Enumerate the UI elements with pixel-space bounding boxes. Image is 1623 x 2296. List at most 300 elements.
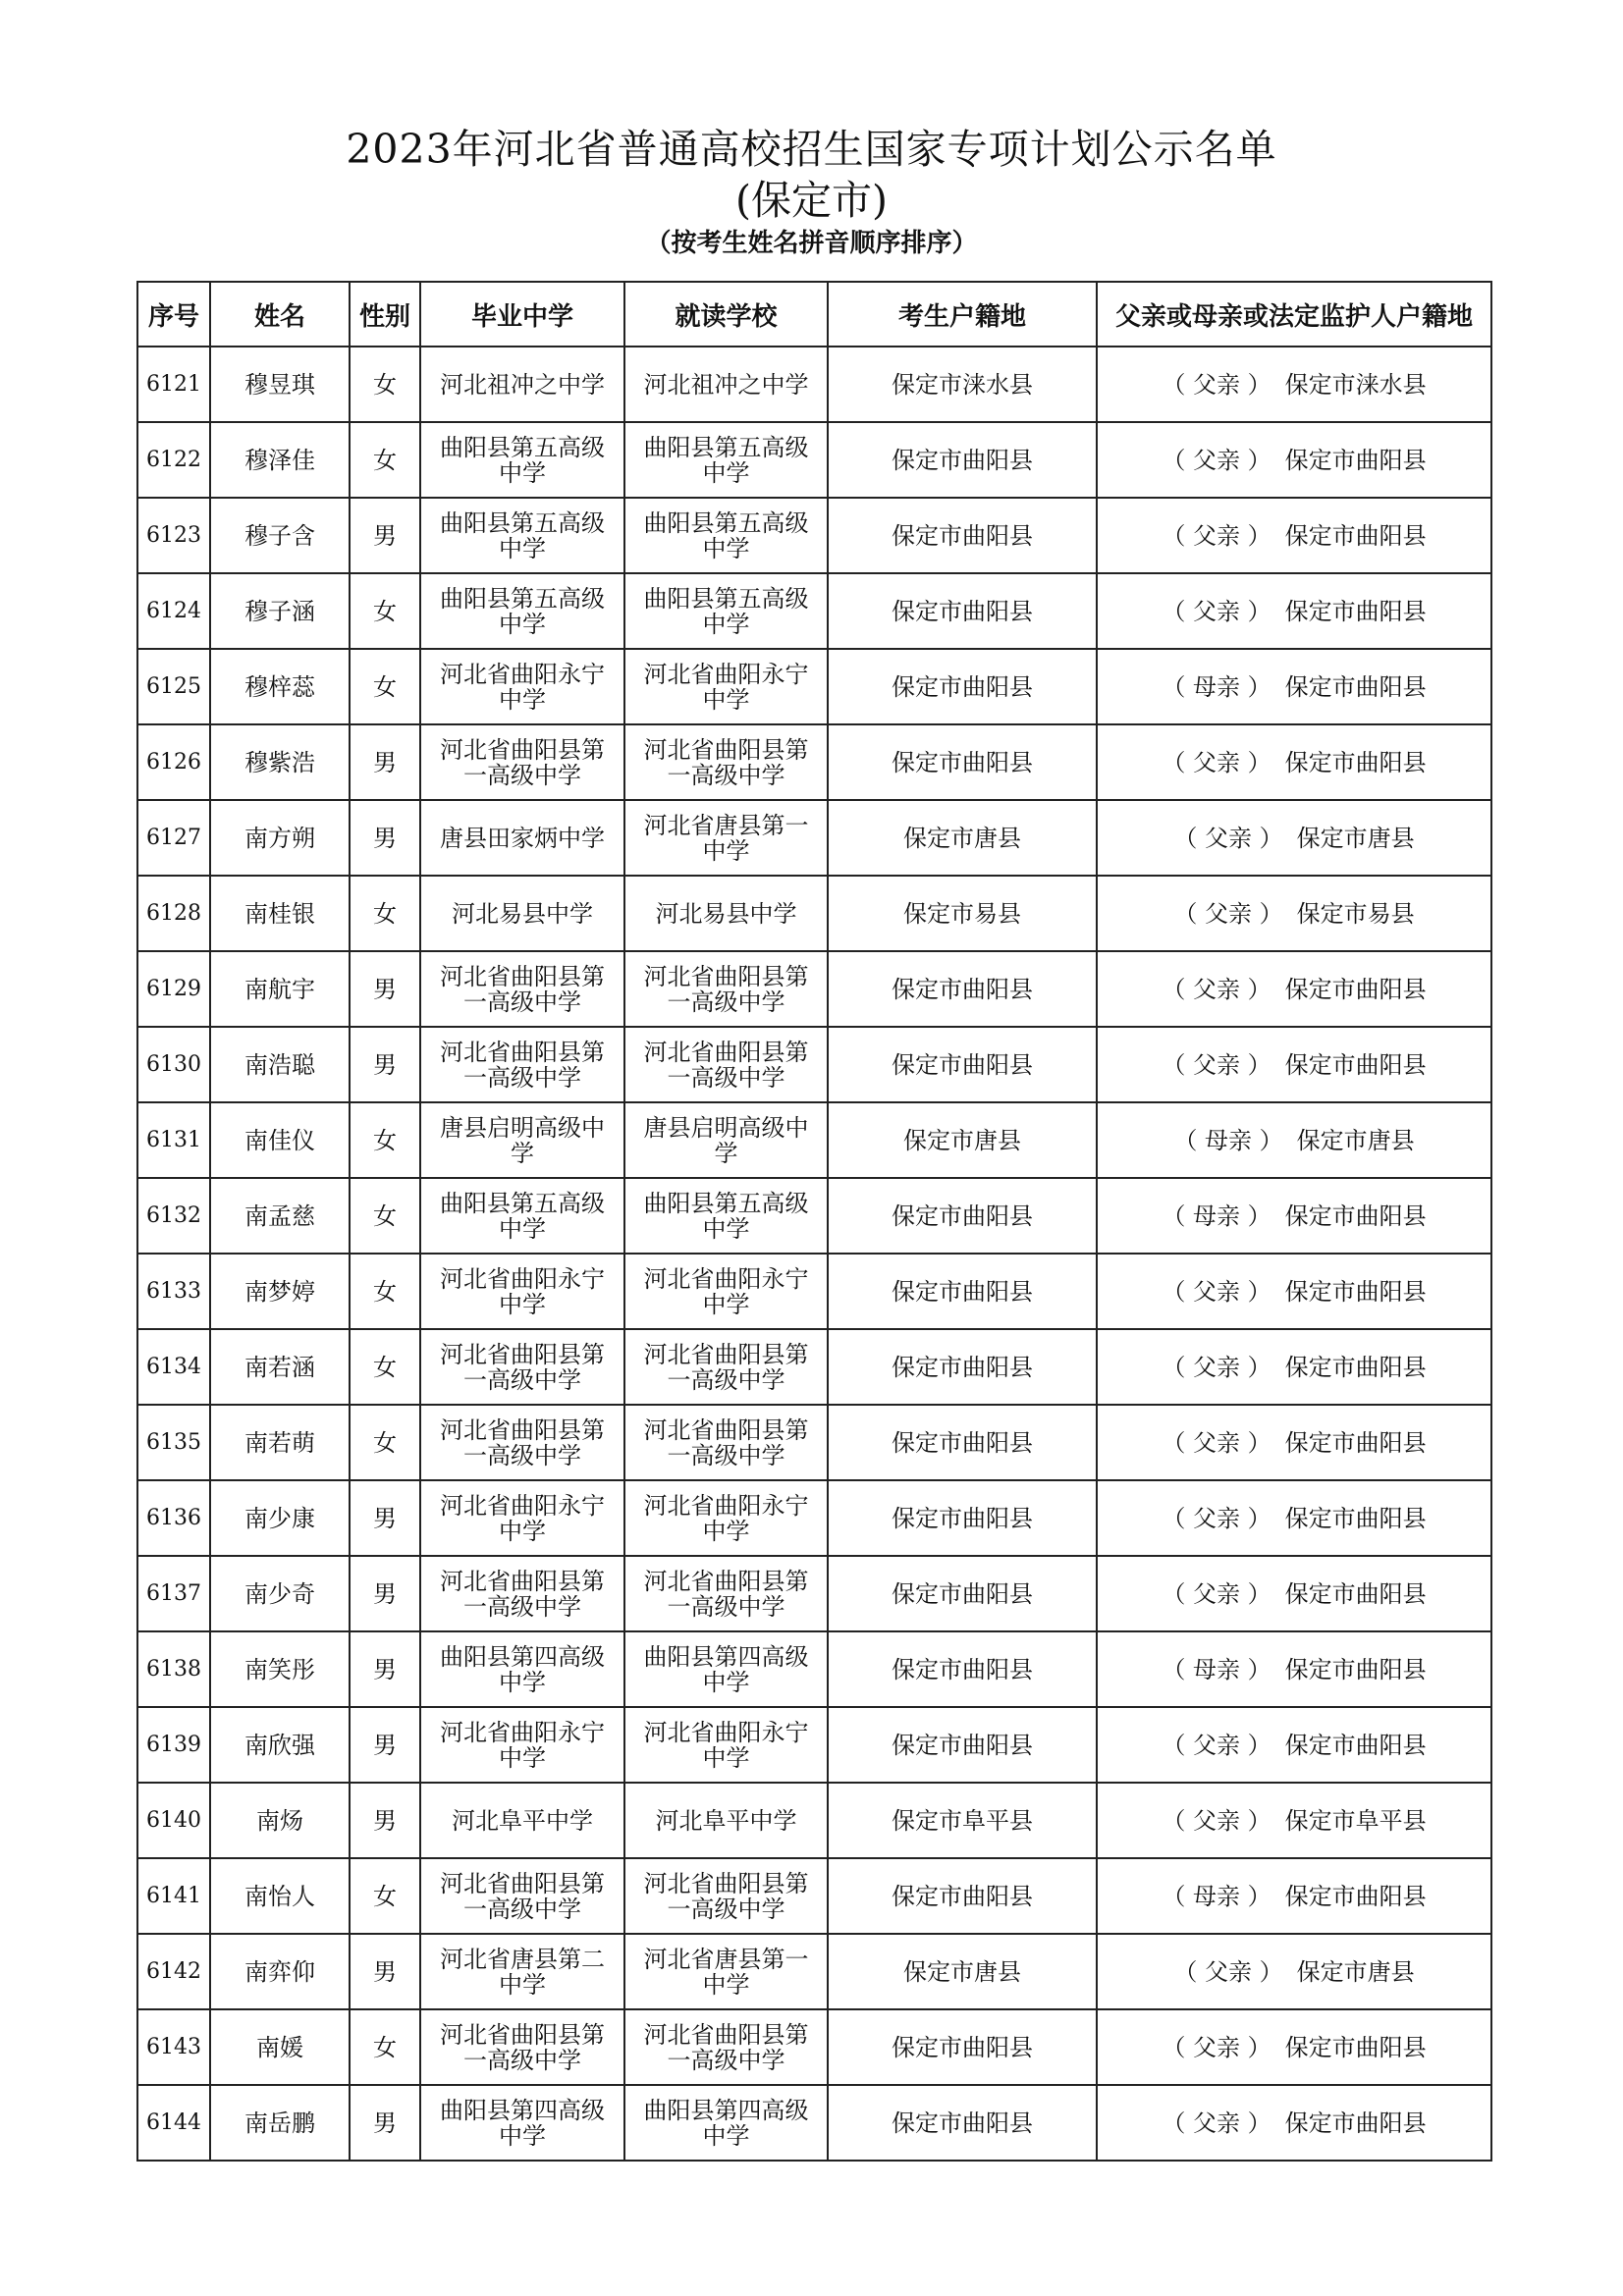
cell-parent-household (1097, 800, 1491, 876)
table-row (137, 649, 1491, 724)
parent-relation: （ 母亲 ） (1162, 1655, 1271, 1683)
cell-current-school (624, 951, 828, 1027)
parent-household: 保定市曲阳县 (1284, 1655, 1427, 1683)
cell-gender: 女 (350, 1329, 420, 1405)
table-row (137, 1405, 1491, 1480)
cell-graduation-school-text: 河北省曲阳永宁中学 (440, 1264, 605, 1318)
parent-relation: （ 母亲 ） (1162, 1201, 1271, 1230)
cell-seq: 6133 (137, 1254, 210, 1329)
parent-relation: （ 父亲 ） (1162, 1806, 1271, 1835)
cell-seq: 6126 (137, 724, 210, 800)
cell-gender: 男 (350, 724, 420, 800)
cell-graduation-school (420, 498, 624, 573)
cell-student-household: 保定市曲阳县 (828, 498, 1097, 573)
table-row (137, 951, 1491, 1027)
cell-gender: 男 (350, 1934, 420, 2009)
cell-seq: 6127 (137, 800, 210, 876)
header-graduation-school: 毕业中学 (420, 282, 624, 347)
cell-current-school (624, 1480, 828, 1556)
cell-current-school (624, 1329, 828, 1405)
cell-graduation-school-text: 河北省曲阳县第一高级中学 (440, 1038, 605, 1092)
cell-parent-household (1097, 876, 1491, 951)
parent-household: 保定市曲阳县 (1284, 2109, 1427, 2137)
cell-name: 南少康 (210, 1480, 350, 1556)
cell-seq: 6124 (137, 573, 210, 649)
parent-relation: （ 父亲 ） (1162, 1428, 1271, 1457)
cell-gender: 女 (350, 649, 420, 724)
cell-gender: 女 (350, 347, 420, 422)
cell-graduation-school (420, 1254, 624, 1329)
cell-current-school (624, 1556, 828, 1631)
cell-gender: 女 (350, 1254, 420, 1329)
cell-student-household: 保定市曲阳县 (828, 649, 1097, 724)
table-row (137, 422, 1491, 498)
cell-seq: 6139 (137, 1707, 210, 1783)
cell-student-household: 保定市曲阳县 (828, 724, 1097, 800)
cell-parent-household (1097, 1783, 1491, 1858)
cell-current-school (624, 1707, 828, 1783)
cell-parent-household (1097, 1178, 1491, 1254)
cell-student-household: 保定市曲阳县 (828, 2085, 1097, 2161)
cell-seq: 6143 (137, 2009, 210, 2085)
cell-graduation-school (420, 951, 624, 1027)
cell-name: 南浩聪 (210, 1027, 350, 1102)
parent-household: 保定市曲阳县 (1284, 748, 1427, 776)
parent-relation: （ 父亲 ） (1162, 1504, 1271, 1532)
table-row (137, 724, 1491, 800)
table-row (137, 1178, 1491, 1254)
cell-current-school (624, 1934, 828, 2009)
cell-seq: 6134 (137, 1329, 210, 1405)
cell-parent-household (1097, 1254, 1491, 1329)
cell-current-school-text: 唐县启明高级中学 (643, 1113, 809, 1167)
cell-current-school (624, 1027, 828, 1102)
cell-parent-household (1097, 1102, 1491, 1178)
cell-graduation-school (420, 1631, 624, 1707)
parent-household: 保定市曲阳县 (1284, 446, 1427, 474)
parent-relation: （ 母亲 ） (1162, 1882, 1271, 1910)
parent-household: 保定市曲阳县 (1284, 1353, 1427, 1381)
parent-household: 保定市唐县 (1296, 1957, 1415, 1986)
cell-seq: 6123 (137, 498, 210, 573)
cell-parent-household (1097, 1027, 1491, 1102)
cell-seq: 6128 (137, 876, 210, 951)
cell-name: 南怡人 (210, 1858, 350, 1934)
parent-relation: （ 父亲 ） (1162, 521, 1271, 550)
cell-parent-household (1097, 1934, 1491, 2009)
cell-graduation-school-text: 河北省曲阳县第一高级中学 (440, 1567, 605, 1621)
cell-graduation-school (420, 724, 624, 800)
cell-graduation-school (420, 1405, 624, 1480)
cell-current-school (624, 1102, 828, 1178)
cell-student-household: 保定市曲阳县 (828, 1254, 1097, 1329)
cell-student-household: 保定市曲阳县 (828, 1027, 1097, 1102)
cell-parent-household (1097, 649, 1491, 724)
cell-gender: 男 (350, 2085, 420, 2161)
cell-current-school-text: 河北省唐县第一中学 (643, 811, 809, 865)
cell-parent-household (1097, 422, 1491, 498)
cell-current-school (624, 800, 828, 876)
cell-parent-household (1097, 2085, 1491, 2161)
cell-current-school-text: 曲阳县第五高级中学 (643, 433, 809, 487)
cell-parent-household (1097, 573, 1491, 649)
cell-graduation-school-text: 河北省曲阳永宁中学 (440, 1491, 605, 1545)
cell-seq: 6136 (137, 1480, 210, 1556)
table-row (137, 1027, 1491, 1102)
cell-current-school (624, 2085, 828, 2161)
cell-current-school-text: 河北省曲阳县第一高级中学 (643, 1340, 809, 1394)
cell-graduation-school (420, 649, 624, 724)
cell-parent-household (1097, 1329, 1491, 1405)
cell-seq: 6135 (137, 1405, 210, 1480)
cell-graduation-school-text: 唐县启明高级中学 (440, 1113, 605, 1167)
cell-current-school (624, 347, 828, 422)
cell-current-school-text: 曲阳县第四高级中学 (643, 1642, 809, 1696)
cell-parent-household (1097, 724, 1491, 800)
cell-current-school-text: 河北省曲阳永宁中学 (643, 1491, 809, 1545)
cell-graduation-school-text: 河北省曲阳县第一高级中学 (440, 1340, 605, 1394)
cell-gender: 男 (350, 1480, 420, 1556)
cell-current-school (624, 1631, 828, 1707)
table-row (137, 498, 1491, 573)
cell-graduation-school (420, 800, 624, 876)
cell-gender: 男 (350, 498, 420, 573)
cell-current-school-text: 河北省唐县第一中学 (643, 1945, 809, 1999)
table-row (137, 347, 1491, 422)
parent-relation: （ 父亲 ） (1162, 1731, 1271, 1759)
cell-gender: 女 (350, 1405, 420, 1480)
cell-name: 南方朔 (210, 800, 350, 876)
cell-name: 南桂银 (210, 876, 350, 951)
parent-household: 保定市曲阳县 (1284, 1277, 1427, 1306)
cell-graduation-school-text: 河北省曲阳县第一高级中学 (440, 735, 605, 789)
document-title: 2023年河北省普通高校招生国家专项计划公示名单 (346, 126, 1277, 173)
cell-graduation-school (420, 2085, 624, 2161)
header-row (137, 282, 1491, 347)
parent-household: 保定市曲阳县 (1284, 1050, 1427, 1079)
table-row (137, 1556, 1491, 1631)
cell-graduation-school-text: 河北省唐县第二中学 (440, 1945, 605, 1999)
cell-name: 南孟慈 (210, 1178, 350, 1254)
parent-household: 保定市曲阳县 (1284, 1201, 1427, 1230)
cell-current-school (624, 649, 828, 724)
parent-relation: （ 父亲 ） (1162, 1277, 1271, 1306)
table-row (137, 1783, 1491, 1858)
table-row (137, 1934, 1491, 2009)
cell-name: 南欣强 (210, 1707, 350, 1783)
cell-graduation-school-text: 曲阳县第五高级中学 (440, 433, 605, 487)
cell-current-school (624, 1254, 828, 1329)
cell-seq: 6137 (137, 1556, 210, 1631)
cell-student-household: 保定市曲阳县 (828, 1707, 1097, 1783)
parent-household: 保定市曲阳县 (1284, 1579, 1427, 1608)
table-row (137, 1329, 1491, 1405)
table-row (137, 1707, 1491, 1783)
cell-graduation-school-text: 河北易县中学 (452, 899, 593, 928)
parent-household: 保定市曲阳县 (1284, 1882, 1427, 1910)
cell-graduation-school-text: 曲阳县第四高级中学 (440, 1642, 605, 1696)
parent-relation: （ 父亲 ） (1162, 2033, 1271, 2061)
table-row (137, 1102, 1491, 1178)
cell-current-school-text: 河北省曲阳县第一高级中学 (643, 1038, 809, 1092)
cell-graduation-school (420, 876, 624, 951)
cell-current-school (624, 1783, 828, 1858)
cell-parent-household (1097, 1707, 1491, 1783)
cell-student-household: 保定市阜平县 (828, 1783, 1097, 1858)
cell-name: 南炀 (210, 1783, 350, 1858)
cell-name: 南少奇 (210, 1556, 350, 1631)
cell-current-school-text: 河北省曲阳永宁中学 (643, 1718, 809, 1772)
cell-graduation-school (420, 1934, 624, 2009)
table-row (137, 1858, 1491, 1934)
cell-graduation-school-text: 河北阜平中学 (452, 1806, 593, 1835)
cell-seq: 6141 (137, 1858, 210, 1934)
cell-graduation-school-text: 河北省曲阳永宁中学 (440, 660, 605, 714)
cell-graduation-school-text: 河北省曲阳县第一高级中学 (440, 962, 605, 1016)
cell-student-household: 保定市曲阳县 (828, 1556, 1097, 1631)
cell-current-school-text: 河北省曲阳永宁中学 (643, 660, 809, 714)
parent-relation: （ 父亲 ） (1162, 975, 1271, 1003)
parent-household: 保定市曲阳县 (1284, 2033, 1427, 2061)
cell-current-school (624, 876, 828, 951)
cell-name: 南媛 (210, 2009, 350, 2085)
cell-name: 南航宇 (210, 951, 350, 1027)
cell-seq: 6125 (137, 649, 210, 724)
cell-gender: 女 (350, 876, 420, 951)
cell-graduation-school-text: 河北祖冲之中学 (440, 370, 605, 399)
cell-graduation-school (420, 1329, 624, 1405)
cell-current-school-text: 河北省曲阳县第一高级中学 (643, 1567, 809, 1621)
cell-parent-household (1097, 951, 1491, 1027)
cell-seq: 6130 (137, 1027, 210, 1102)
header-seq: 序号 (137, 282, 210, 347)
cell-student-household: 保定市唐县 (828, 1934, 1097, 2009)
parent-household: 保定市涞水县 (1284, 370, 1427, 399)
cell-parent-household (1097, 1858, 1491, 1934)
cell-current-school-text: 河北易县中学 (655, 899, 797, 928)
cell-parent-household (1097, 498, 1491, 573)
cell-current-school-text: 曲阳县第五高级中学 (643, 1189, 809, 1243)
cell-parent-household (1097, 1405, 1491, 1480)
parent-relation: （ 父亲 ） (1173, 1957, 1283, 1986)
parent-household: 保定市曲阳县 (1284, 597, 1427, 625)
table-row (137, 2009, 1491, 2085)
cell-name: 南弈仰 (210, 1934, 350, 2009)
cell-student-household: 保定市曲阳县 (828, 422, 1097, 498)
cell-name: 南若涵 (210, 1329, 350, 1405)
cell-student-household: 保定市曲阳县 (828, 951, 1097, 1027)
cell-gender: 女 (350, 1102, 420, 1178)
cell-gender: 男 (350, 800, 420, 876)
cell-student-household: 保定市唐县 (828, 1102, 1097, 1178)
cell-graduation-school (420, 1858, 624, 1934)
header-gender: 性别 (350, 282, 420, 347)
cell-gender: 男 (350, 1556, 420, 1631)
cell-name: 穆子含 (210, 498, 350, 573)
parent-relation: （ 母亲 ） (1162, 672, 1271, 701)
cell-current-school-text: 河北省曲阳县第一高级中学 (643, 2020, 809, 2074)
cell-seq: 6138 (137, 1631, 210, 1707)
table-row (137, 1631, 1491, 1707)
cell-student-household: 保定市曲阳县 (828, 573, 1097, 649)
cell-name: 穆昱琪 (210, 347, 350, 422)
cell-graduation-school (420, 2009, 624, 2085)
cell-current-school (624, 724, 828, 800)
parent-relation: （ 父亲 ） (1162, 1050, 1271, 1079)
cell-name: 南佳仪 (210, 1102, 350, 1178)
cell-graduation-school (420, 1783, 624, 1858)
cell-current-school (624, 1405, 828, 1480)
parent-relation: （ 父亲 ） (1173, 899, 1283, 928)
table-row (137, 876, 1491, 951)
cell-gender: 男 (350, 1707, 420, 1783)
parent-household: 保定市唐县 (1296, 1126, 1415, 1154)
cell-seq: 6129 (137, 951, 210, 1027)
cell-gender: 女 (350, 2009, 420, 2085)
cell-current-school-text: 河北省曲阳永宁中学 (643, 1264, 809, 1318)
parent-relation: （ 父亲 ） (1162, 597, 1271, 625)
cell-name: 穆泽佳 (210, 422, 350, 498)
cell-graduation-school-text: 河北省曲阳县第一高级中学 (440, 1415, 605, 1469)
header-current-school: 就读学校 (624, 282, 828, 347)
cell-gender: 男 (350, 1783, 420, 1858)
parent-household: 保定市唐县 (1296, 824, 1415, 852)
cell-graduation-school-text: 曲阳县第五高级中学 (440, 508, 605, 562)
parent-household: 保定市曲阳县 (1284, 1504, 1427, 1532)
parent-relation: （ 母亲 ） (1173, 1126, 1283, 1154)
cell-gender: 男 (350, 1631, 420, 1707)
cell-gender: 女 (350, 422, 420, 498)
cell-parent-household (1097, 1480, 1491, 1556)
parent-relation: （ 父亲 ） (1162, 446, 1271, 474)
cell-current-school (624, 422, 828, 498)
parent-relation: （ 父亲 ） (1173, 824, 1283, 852)
cell-student-household: 保定市曲阳县 (828, 1329, 1097, 1405)
cell-current-school-text: 河北省曲阳县第一高级中学 (643, 1869, 809, 1923)
header-name: 姓名 (210, 282, 350, 347)
cell-parent-household (1097, 347, 1491, 422)
cell-student-household: 保定市曲阳县 (828, 1631, 1097, 1707)
cell-seq: 6132 (137, 1178, 210, 1254)
cell-seq: 6121 (137, 347, 210, 422)
table-row (137, 1254, 1491, 1329)
cell-seq: 6144 (137, 2085, 210, 2161)
cell-name: 南笑彤 (210, 1631, 350, 1707)
cell-student-household: 保定市易县 (828, 876, 1097, 951)
cell-current-school-text: 河北省曲阳县第一高级中学 (643, 1415, 809, 1469)
cell-current-school-text: 曲阳县第四高级中学 (643, 2096, 809, 2150)
roster-body (137, 347, 1491, 2161)
parent-household: 保定市曲阳县 (1284, 672, 1427, 701)
cell-student-household: 保定市唐县 (828, 800, 1097, 876)
sort-note: （按考生姓名拼音顺序排序） (645, 229, 978, 258)
parent-household: 保定市阜平县 (1284, 1806, 1427, 1835)
roster-table (136, 281, 1492, 2162)
cell-name: 穆紫浩 (210, 724, 350, 800)
cell-gender: 男 (350, 951, 420, 1027)
parent-relation: （ 父亲 ） (1162, 1579, 1271, 1608)
parent-household: 保定市曲阳县 (1284, 521, 1427, 550)
cell-seq: 6122 (137, 422, 210, 498)
cell-graduation-school-text: 曲阳县第四高级中学 (440, 2096, 605, 2150)
cell-graduation-school (420, 573, 624, 649)
cell-parent-household (1097, 1631, 1491, 1707)
cell-current-school-text: 河北省曲阳县第一高级中学 (643, 962, 809, 1016)
cell-gender: 男 (350, 1027, 420, 1102)
cell-graduation-school (420, 1102, 624, 1178)
cell-gender: 女 (350, 573, 420, 649)
cell-current-school-text: 曲阳县第五高级中学 (643, 508, 809, 562)
table-row (137, 1480, 1491, 1556)
parent-household: 保定市曲阳县 (1284, 975, 1427, 1003)
cell-name: 南若萌 (210, 1405, 350, 1480)
cell-current-school (624, 498, 828, 573)
cell-current-school (624, 2009, 828, 2085)
parent-household: 保定市易县 (1296, 899, 1415, 928)
table-row (137, 573, 1491, 649)
parent-household: 保定市曲阳县 (1284, 1428, 1427, 1457)
parent-relation: （ 父亲 ） (1162, 748, 1271, 776)
cell-parent-household (1097, 2009, 1491, 2085)
cell-graduation-school-text: 曲阳县第五高级中学 (440, 1189, 605, 1243)
parent-relation: （ 父亲 ） (1162, 2109, 1271, 2137)
document-subtitle: (保定市) (735, 177, 888, 224)
cell-student-household: 保定市曲阳县 (828, 2009, 1097, 2085)
cell-name: 南梦婷 (210, 1254, 350, 1329)
cell-current-school-text: 河北省曲阳县第一高级中学 (643, 735, 809, 789)
parent-relation: （ 父亲 ） (1162, 1353, 1271, 1381)
cell-name: 南岳鹏 (210, 2085, 350, 2161)
table-row (137, 800, 1491, 876)
cell-current-school-text: 河北阜平中学 (655, 1806, 797, 1835)
header-parent-household: 父亲或母亲或法定监护人户籍地 (1097, 282, 1491, 347)
cell-student-household: 保定市曲阳县 (828, 1178, 1097, 1254)
parent-household: 保定市曲阳县 (1284, 1731, 1427, 1759)
table-row (137, 2085, 1491, 2161)
cell-current-school (624, 1858, 828, 1934)
cell-current-school-text: 曲阳县第五高级中学 (643, 584, 809, 638)
cell-graduation-school-text: 河北省曲阳县第一高级中学 (440, 2020, 605, 2074)
cell-student-household: 保定市曲阳县 (828, 1405, 1097, 1480)
cell-seq: 6142 (137, 1934, 210, 2009)
cell-seq: 6140 (137, 1783, 210, 1858)
cell-student-household: 保定市曲阳县 (828, 1858, 1097, 1934)
cell-gender: 女 (350, 1178, 420, 1254)
cell-graduation-school-text: 唐县田家炳中学 (440, 824, 605, 852)
cell-graduation-school (420, 1178, 624, 1254)
cell-graduation-school-text: 曲阳县第五高级中学 (440, 584, 605, 638)
cell-gender: 女 (350, 1858, 420, 1934)
cell-name: 穆子涵 (210, 573, 350, 649)
cell-student-household: 保定市涞水县 (828, 347, 1097, 422)
cell-graduation-school (420, 1556, 624, 1631)
cell-graduation-school (420, 1027, 624, 1102)
cell-graduation-school (420, 1480, 624, 1556)
cell-current-school (624, 1178, 828, 1254)
cell-current-school (624, 573, 828, 649)
cell-name: 穆梓蕊 (210, 649, 350, 724)
parent-relation: （ 父亲 ） (1162, 370, 1271, 399)
cell-graduation-school (420, 1707, 624, 1783)
cell-seq: 6131 (137, 1102, 210, 1178)
header-student-household: 考生户籍地 (828, 282, 1097, 347)
cell-graduation-school (420, 422, 624, 498)
cell-graduation-school-text: 河北省曲阳县第一高级中学 (440, 1869, 605, 1923)
cell-current-school-text: 河北祖冲之中学 (643, 370, 809, 399)
cell-parent-household (1097, 1556, 1491, 1631)
cell-graduation-school-text: 河北省曲阳永宁中学 (440, 1718, 605, 1772)
cell-student-household: 保定市曲阳县 (828, 1480, 1097, 1556)
